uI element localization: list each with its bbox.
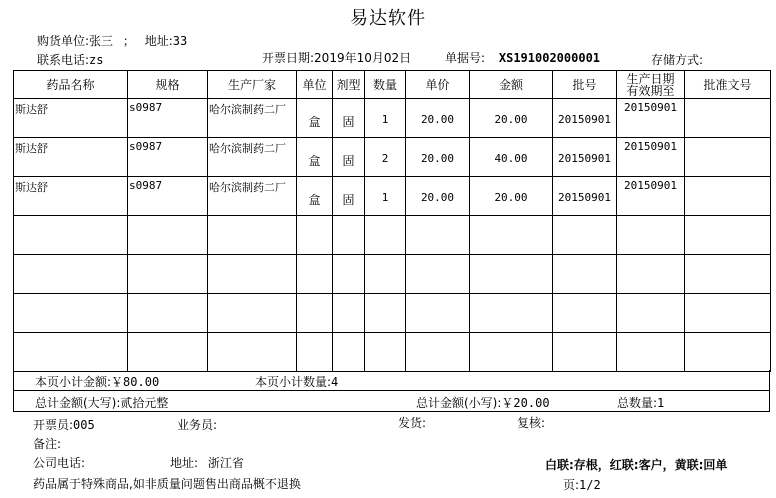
company-address-label: 地址: <box>170 456 199 470</box>
document-title: 易达软件 <box>350 8 426 29</box>
cell-batch: 20150901 <box>558 191 611 204</box>
remark-field <box>33 435 61 452</box>
company-phone-label: 公司电话: <box>33 456 86 470</box>
buyer-separator: ； <box>122 34 135 48</box>
buyer-value: 张三 <box>89 34 114 48</box>
table-header-row <box>14 71 771 99</box>
page-number <box>563 476 601 493</box>
items-table <box>13 70 771 372</box>
total-lower-value: ￥20.00 <box>501 396 550 410</box>
empty-row <box>14 333 771 372</box>
date-label: 开票日期: <box>262 51 315 65</box>
table-row <box>14 177 771 216</box>
cell-name: 斯达舒 <box>15 103 48 116</box>
total-upper-value: 贰拾元整 <box>120 396 169 410</box>
empty-row <box>14 216 771 255</box>
cell-price: 20.00 <box>420 191 455 204</box>
page-label: 页: <box>563 478 580 492</box>
cell-spec: s0987 <box>129 179 163 192</box>
cell-price: 20.00 <box>420 113 455 126</box>
total-qty-value: 1 <box>657 396 665 410</box>
buyer-label: 购货单位: <box>37 34 90 48</box>
disclaimer: 药品属于特殊商品,如非质量问题售出商品概不退换 <box>33 477 301 491</box>
cell-unit: 盒 <box>308 193 321 207</box>
page-qty-value: 4 <box>331 375 339 389</box>
col-header-price: 单价 <box>406 71 470 99</box>
cell-batch: 20150901 <box>558 113 611 126</box>
date-field <box>262 49 411 66</box>
page-subtotal-row <box>13 370 770 391</box>
review-field <box>517 414 545 431</box>
cell-amount: 20.00 <box>494 113 528 126</box>
total-row <box>13 391 770 412</box>
ship-field <box>398 414 426 431</box>
cell-approval <box>685 99 770 101</box>
storage-label: 存储方式: <box>651 53 704 67</box>
total-upper-label: 总计金额(大写): <box>35 396 121 410</box>
company-address-field <box>170 454 244 471</box>
copies-note: 白联:存根，红联:客户，黄联:回单 <box>545 458 728 472</box>
page-subtotal-value: ￥80.00 <box>111 375 160 389</box>
empty-row <box>14 294 771 333</box>
col-header-expiry: 有效期至 <box>626 83 675 98</box>
issuer-field <box>33 416 95 433</box>
cell-spec: s0987 <box>129 101 163 114</box>
sales-field <box>177 416 217 433</box>
col-header-approval: 批准文号 <box>685 71 771 99</box>
cell-approval <box>685 177 770 179</box>
cell-unit: 盒 <box>308 115 321 129</box>
table-row <box>14 138 771 177</box>
cell-amount: 20.00 <box>494 191 528 204</box>
cell-qty: 1 <box>381 113 389 126</box>
cell-form: 固 <box>342 193 355 207</box>
col-header-name: 药品名称 <box>14 71 128 99</box>
cell-maker: 哈尔滨制药二厂 <box>209 142 286 155</box>
review-label: 复核: <box>517 416 546 430</box>
col-header-spec: 规格 <box>128 71 208 99</box>
total-lower-label: 总计金额(小写): <box>416 396 502 410</box>
cell-qty: 2 <box>381 152 389 165</box>
address-value: 33 <box>172 34 188 48</box>
cell-form: 固 <box>342 154 355 168</box>
col-header-batch: 批号 <box>553 71 617 99</box>
remark-label: 备注: <box>33 437 62 451</box>
col-header-amount: 金额 <box>470 71 553 99</box>
col-header-unit: 单位 <box>297 71 333 99</box>
cell-maker: 哈尔滨制药二厂 <box>209 103 286 116</box>
col-header-mfg-expiry <box>617 71 685 99</box>
issuer-label: 开票员: <box>33 418 74 432</box>
cell-spec: s0987 <box>129 140 163 153</box>
cell-batch: 20150901 <box>558 152 611 165</box>
page-subtotal-label: 本页小计金额: <box>35 375 112 389</box>
address-label: 地址: <box>144 34 173 48</box>
total-qty-label: 总数量: <box>617 396 658 410</box>
storage-field <box>651 51 703 68</box>
page-qty-label: 本页小计数量: <box>255 375 332 389</box>
phone-label: 联系电话: <box>37 53 90 67</box>
cell-mfg: 20150901 <box>624 179 677 192</box>
table-row <box>14 99 771 138</box>
col-header-form: 剂型 <box>333 71 365 99</box>
date-value: 2019年10月02日 <box>314 51 412 65</box>
page-value: 1/2 <box>579 478 601 492</box>
doc-no-label: 单据号: <box>445 51 486 65</box>
cell-maker: 哈尔滨制药二厂 <box>209 181 286 194</box>
cell-form: 固 <box>342 115 355 129</box>
doc-no-value: XS191002000001 <box>498 51 601 65</box>
doc-no-field <box>445 49 600 66</box>
phone-value: zs <box>89 53 104 67</box>
cell-amount: 40.00 <box>494 152 528 165</box>
company-address-value: 浙江省 <box>207 456 244 470</box>
cell-mfg: 20150901 <box>624 101 677 114</box>
ship-label: 发货: <box>398 416 427 430</box>
empty-row <box>14 255 771 294</box>
cell-qty: 1 <box>381 191 389 204</box>
col-header-qty: 数量 <box>365 71 406 99</box>
cell-unit: 盒 <box>308 154 321 168</box>
phone-line <box>37 51 104 68</box>
issuer-value: 005 <box>73 418 95 432</box>
cell-price: 20.00 <box>420 152 455 165</box>
cell-name: 斯达舒 <box>15 142 48 155</box>
cell-name: 斯达舒 <box>15 181 48 194</box>
cell-approval <box>685 138 770 140</box>
col-header-maker: 生产厂家 <box>208 71 297 99</box>
sales-label: 业务员: <box>177 418 218 432</box>
col-header-mfg: 生产日期 <box>626 71 675 86</box>
company-phone-field <box>33 454 85 471</box>
cell-mfg: 20150901 <box>624 140 677 153</box>
buyer-line <box>37 32 187 49</box>
